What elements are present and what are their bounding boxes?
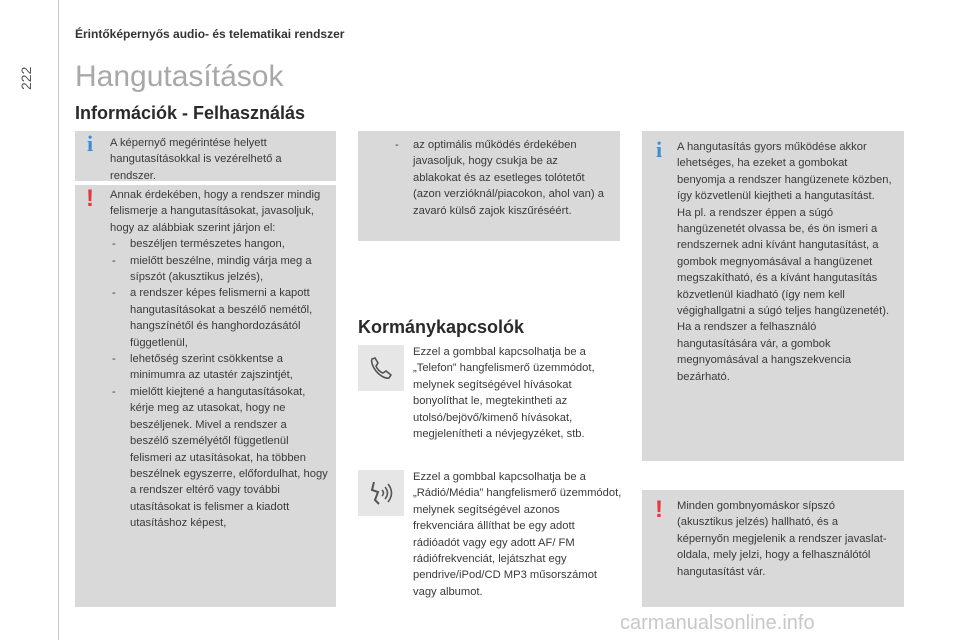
voice-switch-text: Ezzel a gombbal kapcsolhatja be a „Rádió/Média” hangfelismerő üzemmódot, melynek segítségével azonos frekvenciára állíthat be egy adott rádióadót vagy egy adott AF/ FM rádiófrekvenciát, lejátszhat egy pendrive/iPod/CD MP3 műsorszámot vagy albumot. bbox=[413, 471, 622, 598]
warning-box-1-intro: Annak érdekében, hogy a rendszer mindig felismerje a hangutasításokat, javasoljuk, hogy az alábbiak szerint járjon el: bbox=[110, 189, 321, 234]
voice-button-icon-box bbox=[358, 470, 404, 516]
continuation-list bbox=[393, 137, 608, 219]
warning-box-1-content bbox=[110, 187, 328, 532]
warning-box-2-text: Minden gombnyomáskor sípszó (akusztikus jelzés) hallható, és a képernyőn megjelenik a rendszer javaslat-oldala, mely jelzi, hogy a felhasználótól hangutasítást vár. bbox=[677, 500, 887, 578]
voice-command-icon bbox=[358, 470, 404, 516]
warning-box-2 bbox=[642, 490, 904, 607]
page-title: Hangutasítások bbox=[75, 60, 284, 93]
list-item: - lehetőség szerint csökkentse a minimumra az utastér zajszintjét, bbox=[110, 351, 328, 384]
phone-icon bbox=[358, 345, 404, 391]
info-box-2 bbox=[642, 131, 904, 461]
page-header: Érintőképernyős audio- és telematikai rendszer bbox=[75, 27, 345, 41]
phone-button-icon-box bbox=[358, 345, 404, 391]
watermark: carmanualsonline.info bbox=[620, 612, 815, 634]
info-icon: i bbox=[86, 131, 94, 156]
list-item: - a rendszer képes felismerni a kapott hangutasításokat a beszélő nemétől, hangszínétől és hanghordozásától függetlenül, bbox=[110, 285, 328, 351]
info-icon: i bbox=[655, 137, 663, 162]
page-number: 222 bbox=[18, 66, 34, 90]
list-item: - az optimális működés érdekében javasoljuk, hogy csukja be az ablakokat és az esetleges tolótetőt (azon verzióknál/piacokon, ahol van) a zavaró külső zajok kiszűréséért. bbox=[393, 137, 608, 219]
info-box-1 bbox=[75, 131, 336, 181]
margin-line bbox=[58, 0, 59, 640]
continuation-content bbox=[393, 137, 608, 219]
info-box-1-text: A képernyő megérintése helyett hangutasításokkal is vezérelhető a rendszer. bbox=[110, 137, 282, 182]
list-item: - beszéljen természetes hangon, bbox=[110, 236, 328, 252]
section-title-switches: Kormánykapcsolók bbox=[358, 317, 525, 337]
warning-box-1-continuation bbox=[358, 131, 620, 241]
list-item: - mielőtt beszélne, mindig várja meg a sípszót (akusztikus jelzés), bbox=[110, 253, 328, 286]
info-box-2-text: A hangutasítás gyors működése akkor lehetséges, ha ezeket a gombokat benyomja a rendszer hangüzenete közben, így közvetlenül kiejtheti a hangutasítást. Ha pl. a rendszer éppen a súgó hangüzenetét olvassa be, és ön ismeri a rendszernek adni kívánt hangutasítást, a gombok megnyomásával a hangüzenet megszakítható, és a kívánt hangutasítás közvetlenül kiadható (így nem kell végighallgatni a súgó teljes hangüzenetét). Ha a rendszer a felhasználó hangutasítására vár, a gombok megnyomásával a hangszekvencia bezárható. bbox=[677, 141, 892, 383]
section-title-info: Információk - Felhasználás bbox=[75, 103, 306, 123]
phone-switch-text: Ezzel a gombbal kapcsolhatja be a „Telefon” hangfelismerő üzemmódot, melynek segítségével hívásokat bonyolíthat le, megtekintheti az utolsó/bejövő/kimenő hívásokat, megjelenítheti a névjegyzéket, stb. bbox=[413, 346, 595, 441]
warning-icon: ! bbox=[655, 496, 663, 523]
warning-icon: ! bbox=[86, 185, 94, 212]
warning-box-1-list bbox=[110, 236, 328, 531]
list-item: - mielőtt kiejtené a hangutasításokat, kérje meg az utasokat, hogy ne beszéljenek. Mivel a rendszer a beszélő személyétől függetlenül felismeri az utasításokat, ha többen beszélnek egyszerre, előfordulhat, hogy a rendszer eltérő vagy további utasításokat is felismer a kiadott utasításhoz képest, bbox=[110, 384, 328, 532]
warning-box-1 bbox=[75, 185, 336, 607]
